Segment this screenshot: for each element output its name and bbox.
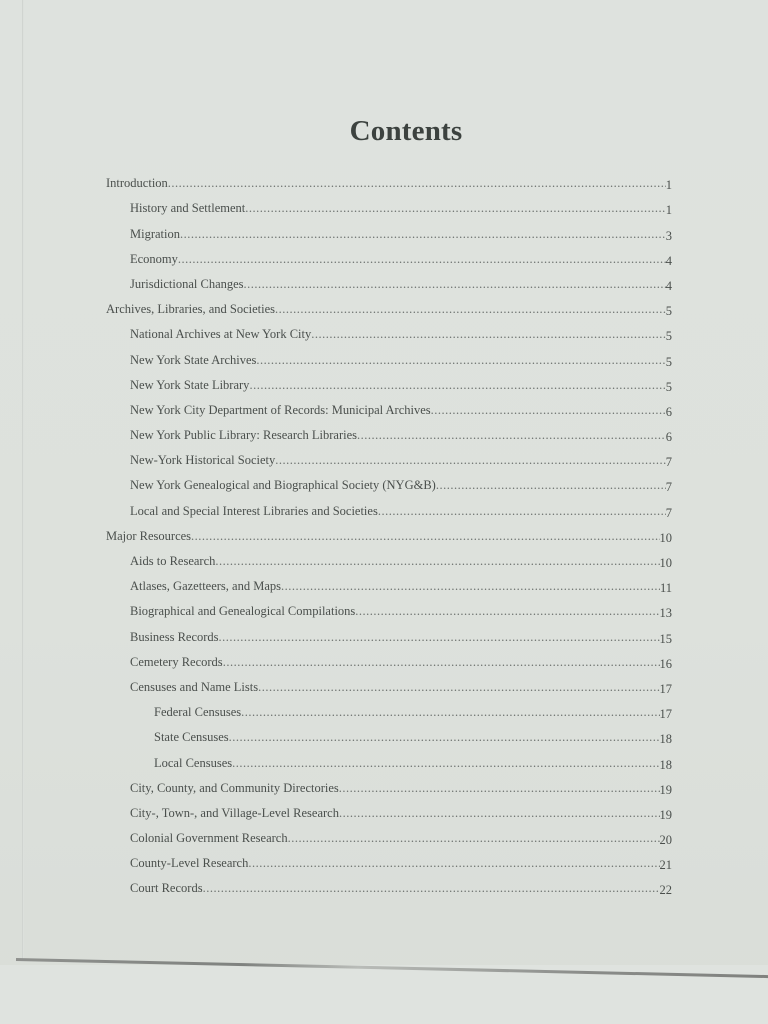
toc-entry-page-number: 22 [659,883,672,898]
toc-entry-page-number: 5 [665,329,672,344]
dot-leader [203,881,660,900]
toc-entry-page-number: 1 [665,178,672,193]
dot-leader [378,504,666,523]
toc-entry [106,674,672,699]
dot-leader [355,604,659,623]
toc-entry-label: Federal Censuses [154,705,242,720]
toc-entry-page-number: 13 [659,606,672,621]
toc-entry [106,497,672,522]
dot-leader [288,831,660,850]
dot-leader [311,327,666,346]
toc-entry-page-number: 18 [659,757,672,772]
toc-entry [106,649,672,674]
toc-entry-page-number: 20 [659,833,672,848]
dot-leader [339,781,660,800]
toc-entry-page-number: 1 [665,203,672,218]
toc-entry-page-number: 3 [665,228,672,243]
toc-entry [106,246,672,271]
toc-entry-page-number: 21 [659,858,672,873]
toc-entry-label: Business Records [130,629,219,644]
dot-leader [232,756,659,775]
toc-entry [106,850,672,875]
toc-entry-label: Local Censuses [154,755,233,770]
page-title: Contents [349,115,463,148]
toc-entry-page-number: 6 [665,404,672,419]
toc-entry [106,623,672,648]
toc-entry-label: New York City Department of Records: Municipal Archives [130,402,431,417]
toc-entry [106,372,672,397]
toc-entry-page-number: 5 [665,379,672,394]
toc-entry-page-number: 7 [665,455,672,470]
toc-entry [106,749,672,774]
dot-leader [248,856,659,875]
toc-entry [106,800,672,825]
dot-leader [357,428,666,447]
toc-entry [106,170,672,195]
toc-entry-page-number: 5 [665,304,672,319]
dot-leader [249,378,665,397]
toc-entry-label: Atlases, Gazetteers, and Maps [130,579,281,594]
dot-leader [245,201,665,220]
dot-leader [275,453,666,472]
dot-leader [180,227,666,246]
toc-entry [106,271,672,296]
dot-leader [275,302,666,321]
toc-entry [106,875,672,900]
toc-entry-label: Jurisdictional Changes [130,276,244,291]
dot-leader [339,806,660,825]
toc-entry-label: Aids to Research [130,554,216,568]
toc-entry-label: City-, Town-, and Village-Level Research [130,805,339,820]
toc-entry-label: New York Genealogical and Biographical Society (NYG&B) [130,478,436,493]
toc-entry [106,346,672,371]
toc-entry [106,195,672,220]
toc-entry-label: Archives, Libraries, and Societies [106,302,276,317]
dot-leader [191,529,659,548]
toc-entry-label: National Archives at New York City [130,327,312,342]
table-of-contents [106,170,672,900]
toc-entry-label: New York State Archives [130,352,257,367]
dot-leader [256,353,665,372]
dot-leader [178,252,666,271]
toc-entry-label: Introduction [106,176,168,191]
toc-entry-label: Court Records [130,881,203,896]
toc-entry-page-number: 10 [659,556,672,570]
toc-entry-label: State Censuses [154,730,229,745]
toc-entry [106,472,672,497]
toc-entry-page-number: 19 [659,782,672,797]
toc-entry-label: Colonial Government Research [130,831,288,846]
toc-entry-page-number: 15 [659,631,672,646]
toc-entry-label: New York State Library [130,377,250,392]
toc-entry [106,598,672,623]
toc-entry-label: Biographical and Genealogical Compilations [130,604,356,619]
toc-entry-label: Local and Special Interest Libraries and Societies [130,503,378,518]
toc-entry-label: New-York Historical Society [130,453,276,468]
toc-entry-label: New York Public Library: Research Libraries [130,428,358,443]
toc-entry-page-number: 18 [659,732,672,747]
toc-entry [106,825,672,850]
dot-leader [219,630,660,649]
toc-entry-page-number: 7 [665,505,672,520]
toc-entry-page-number: 19 [659,807,672,822]
toc-entry [106,548,672,573]
dot-leader [229,730,660,749]
toc-entry [106,699,672,724]
toc-entry-page-number: 4 [665,253,672,268]
dot-leader [223,655,660,674]
toc-entry [106,296,672,321]
toc-entry-page-number: 16 [659,656,672,671]
toc-entry-page-number: 11 [659,581,672,596]
toc-entry-page-number: 17 [659,707,672,722]
toc-entry-label: Migration [130,226,180,241]
dot-leader [436,478,666,497]
toc-entry-label: History and Settlement [130,201,246,216]
toc-entry [106,422,672,447]
toc-entry-label: Major Resources [106,528,192,543]
dot-leader [431,403,666,422]
toc-entry [106,220,672,245]
dot-leader [258,680,659,699]
dot-leader [215,554,659,573]
toc-entry-label: County-Level Research [130,856,249,871]
toc-entry [106,775,672,800]
toc-entry [106,523,672,548]
toc-entry [106,573,672,598]
toc-entry-page-number: 6 [665,430,672,445]
toc-entry-label: Cemetery Records [130,654,223,669]
toc-entry-page-number: 4 [665,278,672,293]
toc-entry-page-number: 10 [659,530,672,545]
dot-leader [241,705,659,724]
toc-entry-page-number: 7 [665,480,672,495]
toc-entry [106,397,672,422]
toc-entry [106,321,672,346]
dot-leader [244,277,666,296]
toc-entry [106,724,672,749]
toc-entry [106,447,672,472]
toc-entry-page-number: 17 [659,681,672,696]
toc-entry-label: Economy [130,251,178,266]
toc-entry-label: City, County, and Community Directories [130,780,339,795]
dot-leader [281,579,660,598]
dot-leader [168,176,666,195]
toc-entry-label: Censuses and Name Lists [130,679,259,694]
toc-entry-page-number: 5 [665,354,672,369]
